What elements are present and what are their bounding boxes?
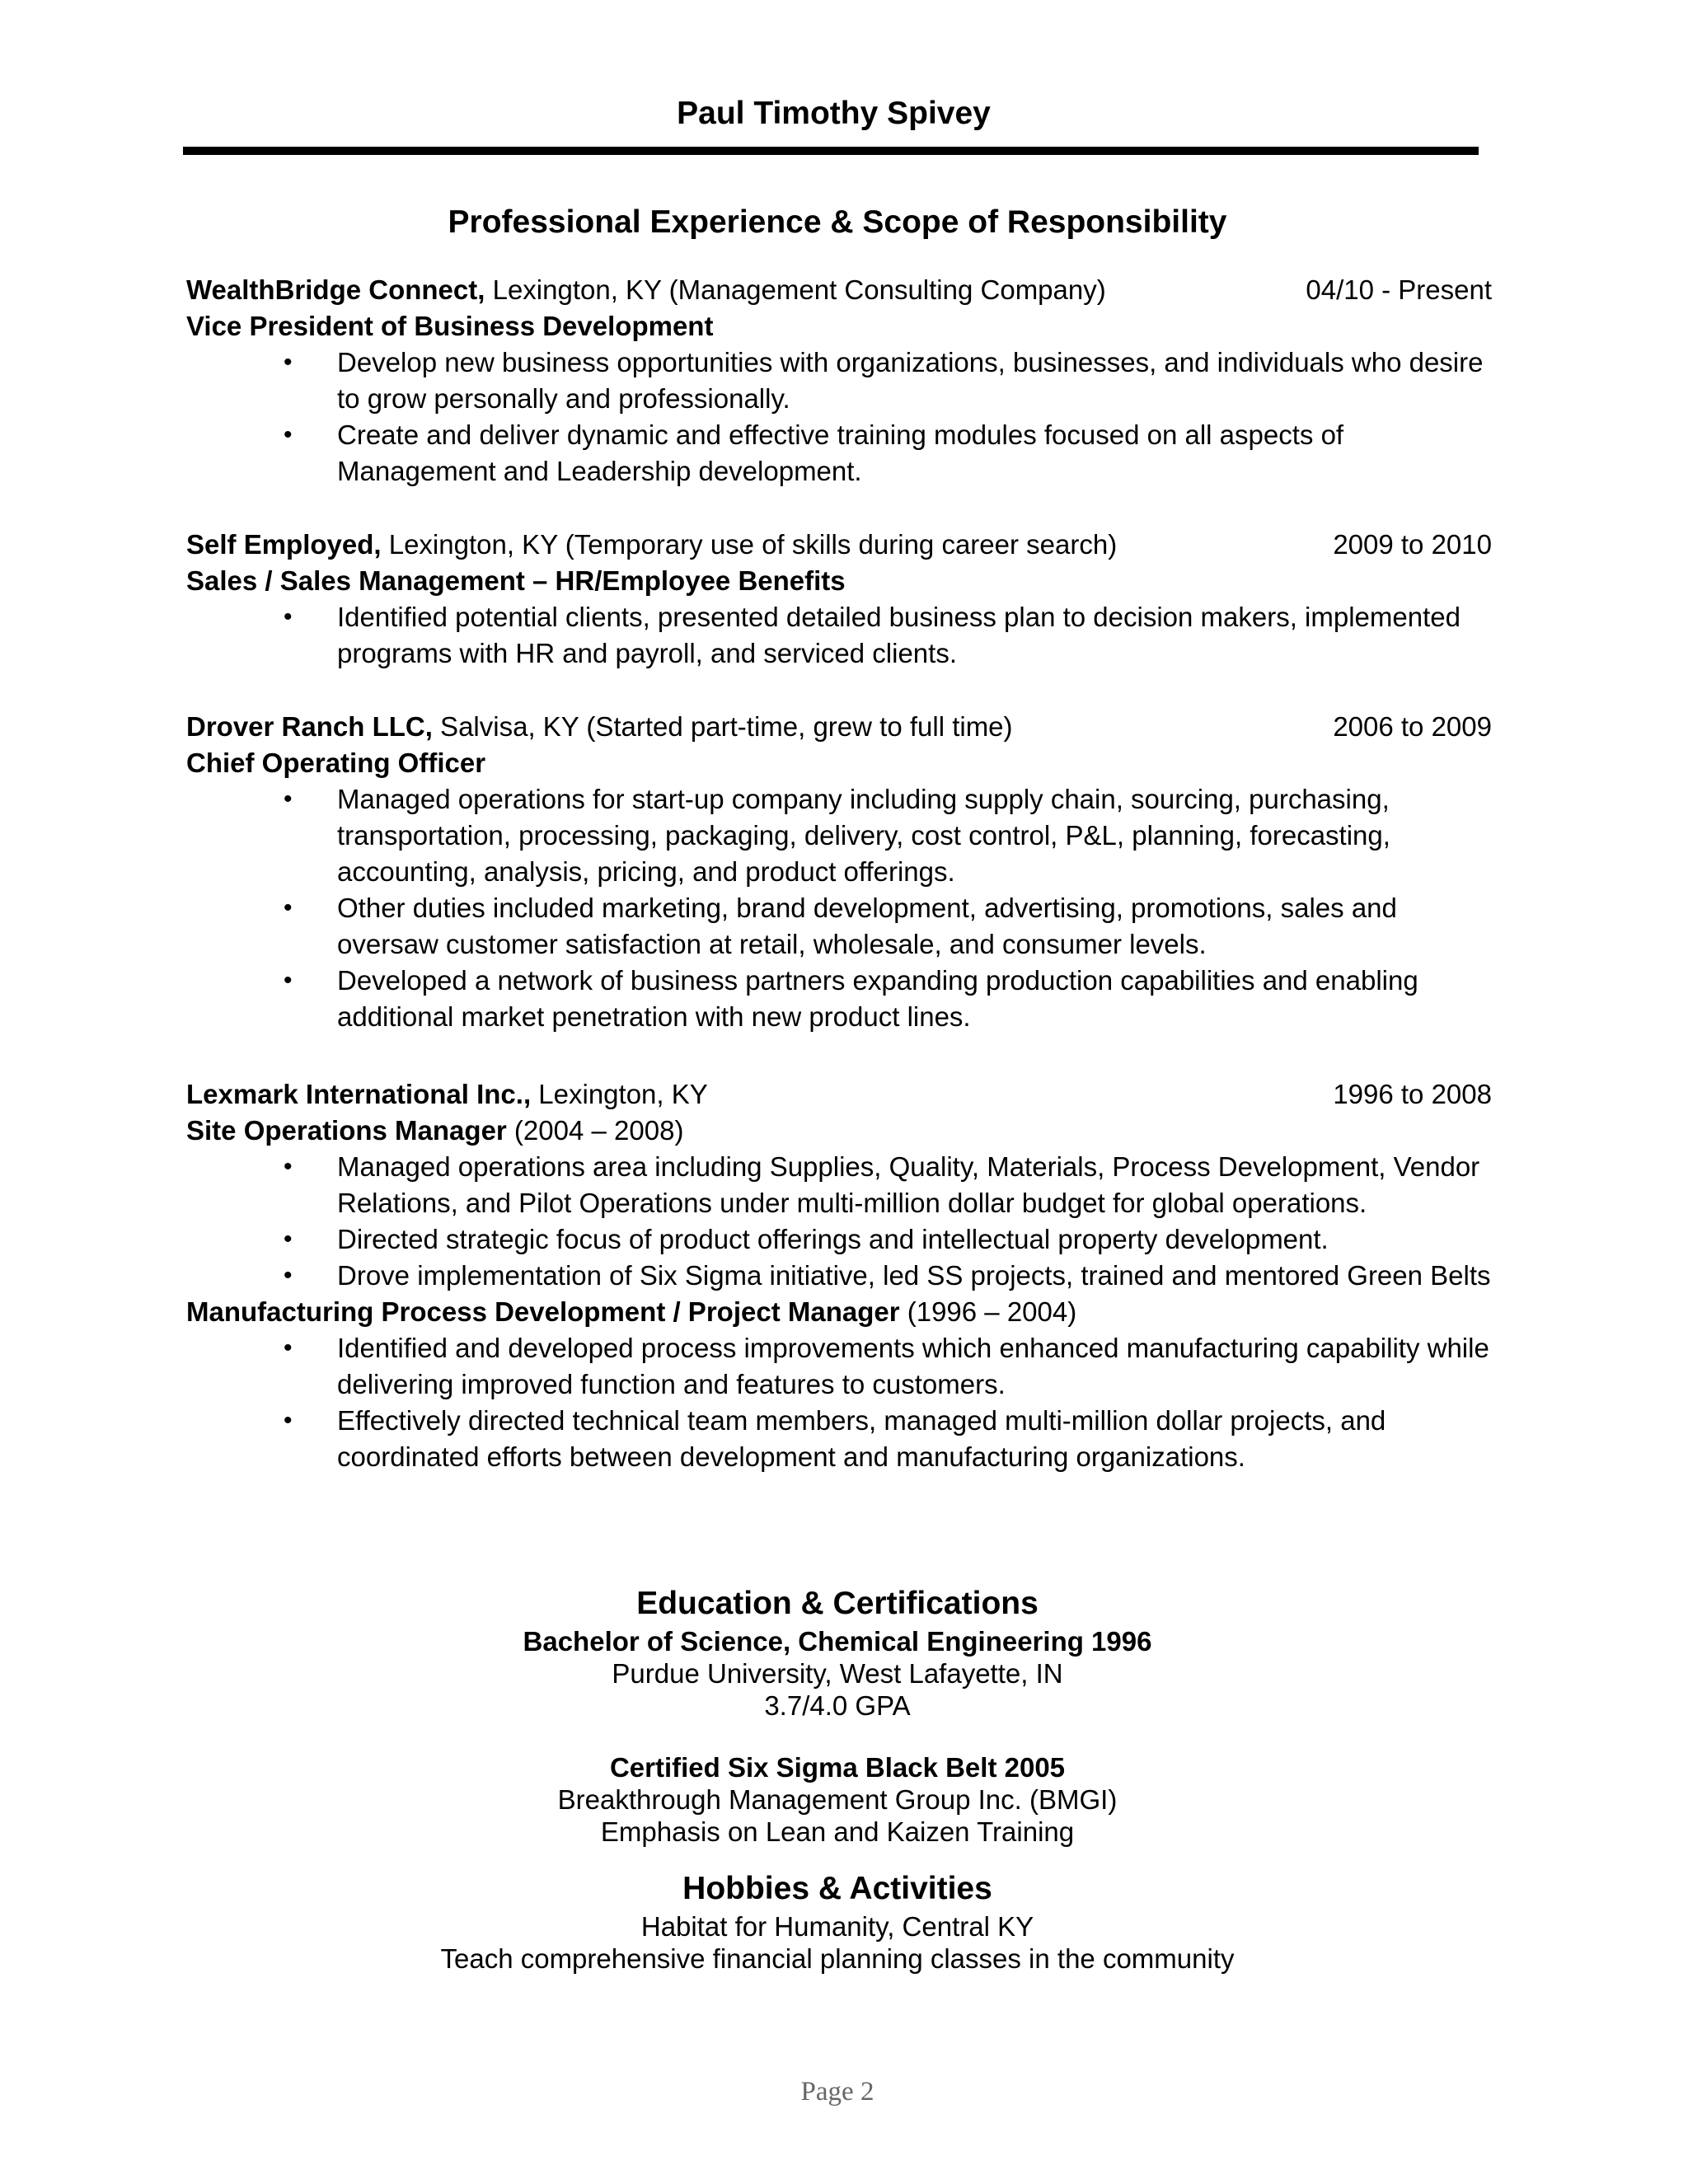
bullet-list — [186, 1149, 1492, 1294]
job-dates: 1996 to 2008 — [1333, 1079, 1492, 1109]
role-period: (2004 – 2008) — [506, 1115, 684, 1146]
company-name: WealthBridge Connect, — [186, 274, 485, 305]
gpa: 3.7/4.0 GPA — [764, 1690, 911, 1721]
hobby-item: Habitat for Humanity, Central KY — [640, 1911, 1034, 1942]
bullet-dot-icon: • — [284, 1153, 293, 1180]
bullet-item: • Directed strategic focus of product offerings and intellectual property development. — [186, 1221, 1492, 1258]
job-dates: 2009 to 2010 — [1333, 529, 1492, 560]
job-entry — [186, 1076, 1492, 1475]
job-entry — [186, 709, 1492, 1035]
job-header — [186, 527, 1492, 563]
resume-name: Paul Timothy Spivey — [677, 96, 991, 131]
company-name: Lexmark International Inc., — [186, 1079, 532, 1109]
school: Purdue University, West Lafayette, IN — [612, 1658, 1063, 1689]
role-line — [186, 308, 1492, 344]
bullet-dot-icon: • — [284, 1407, 293, 1434]
bullet-list — [186, 1330, 1492, 1475]
certification-org: Breakthrough Management Group Inc. (BMGI) — [557, 1784, 1118, 1815]
bullet-dot-icon: • — [284, 967, 293, 994]
role-title: Chief Operating Officer — [186, 748, 486, 778]
degree: Bachelor of Science, Chemical Engineering 1996 — [523, 1626, 1152, 1657]
job-entry — [186, 527, 1492, 672]
bullet-item: • Create and deliver dynamic and effective training modules focused on all aspects of Management and Leadership development. — [186, 417, 1492, 490]
certification: Certified Six Sigma Black Belt 2005 — [609, 1752, 1066, 1783]
bullet-item: • Drove implementation of Six Sigma initiative, led SS projects, trained and mentored Green Belts — [186, 1258, 1492, 1294]
experience-heading: Professional Experience & Scope of Responsibility — [448, 204, 1227, 240]
bullet-dot-icon: • — [284, 894, 293, 921]
job-header — [186, 272, 1492, 308]
bullet-dot-icon: • — [284, 1226, 293, 1253]
job-dates: 04/10 - Present — [1306, 274, 1492, 305]
role-line — [186, 745, 1492, 781]
education-section — [0, 1582, 1675, 1848]
bullet-dot-icon: • — [284, 421, 293, 448]
bullet-item: • Identified and developed process improvements which enhanced manufacturing capability while delivering improved function and features to customers. — [186, 1330, 1492, 1403]
certification-note: Emphasis on Lean and Kaizen Training — [600, 1816, 1075, 1847]
hobbies-section — [0, 1868, 1675, 1975]
role-line — [186, 1113, 1492, 1149]
company-name: Self Employed, — [186, 529, 382, 560]
company-details: Salvisa, KY (Started part-time, grew to full time) — [432, 711, 1013, 742]
spacer — [0, 1722, 1675, 1751]
bullet-item: • Effectively directed technical team members, managed multi-million dollar projects, and coordinated efforts between development and manufacturing organizations. — [186, 1403, 1492, 1475]
role-line — [186, 563, 1492, 599]
role-line — [186, 1294, 1492, 1330]
bullet-dot-icon: • — [284, 1334, 293, 1361]
bullet-list — [186, 781, 1492, 1035]
company-details: Lexington, KY (Management Consulting Company) — [485, 274, 1106, 305]
bullet-item: • Managed operations area including Supplies, Quality, Materials, Process Development, Vendor Relations, and Pilot Operations under multi-million dollar budget for global operations. — [186, 1149, 1492, 1221]
role-title: Site Operations Manager — [186, 1115, 507, 1146]
hobby-item: Teach comprehensive financial planning classes in the community — [440, 1943, 1235, 1974]
bullet-item: • Managed operations for start-up company including supply chain, sourcing, purchasing, transportation, processing, packaging, delivery, cost control, P&L, planning, forecasting, accounting, analysis, pricing, and product offerings. — [186, 781, 1492, 890]
bullet-item: • Identified potential clients, presented detailed business plan to decision makers, implemented programs with HR and payroll, and serviced clients. — [186, 599, 1492, 672]
education-heading: Education & Certifications — [636, 1586, 1039, 1621]
role-period: (1996 – 2004) — [899, 1296, 1077, 1327]
bullet-item: • Developed a network of business partners expanding production capabilities and enabling additional market penetration with new product lines. — [186, 963, 1492, 1035]
company-details: Lexington, KY — [531, 1079, 708, 1109]
job-entry — [186, 272, 1492, 490]
role-title: Vice President of Business Development — [186, 311, 714, 341]
bullet-item: • Develop new business opportunities with organizations, businesses, and individuals who desire to grow personally and professionally. — [186, 344, 1492, 417]
bullet-dot-icon: • — [284, 349, 293, 376]
bullet-item: • Other duties included marketing, brand development, advertising, promotions, sales and oversaw customer satisfaction at retail, wholesale, and consumer levels. — [186, 890, 1492, 963]
bullet-dot-icon: • — [284, 1262, 293, 1289]
header-rule — [183, 147, 1479, 155]
bullet-list — [186, 344, 1492, 490]
page-number: Page 2 — [800, 2077, 874, 2107]
company-name: Drover Ranch LLC, — [186, 711, 433, 742]
bullet-dot-icon: • — [284, 785, 293, 813]
job-header — [186, 709, 1492, 745]
bullet-list — [186, 599, 1492, 672]
bullet-dot-icon: • — [284, 603, 293, 630]
role-title: Manufacturing Process Development / Project Manager — [186, 1296, 900, 1327]
role-title: Sales / Sales Management – HR/Employee Benefits — [186, 565, 846, 596]
job-header — [186, 1076, 1492, 1113]
hobbies-heading: Hobbies & Activities — [682, 1871, 992, 1906]
job-dates: 2006 to 2009 — [1333, 711, 1492, 742]
company-details: Lexington, KY (Temporary use of skills during career search) — [381, 529, 1118, 560]
